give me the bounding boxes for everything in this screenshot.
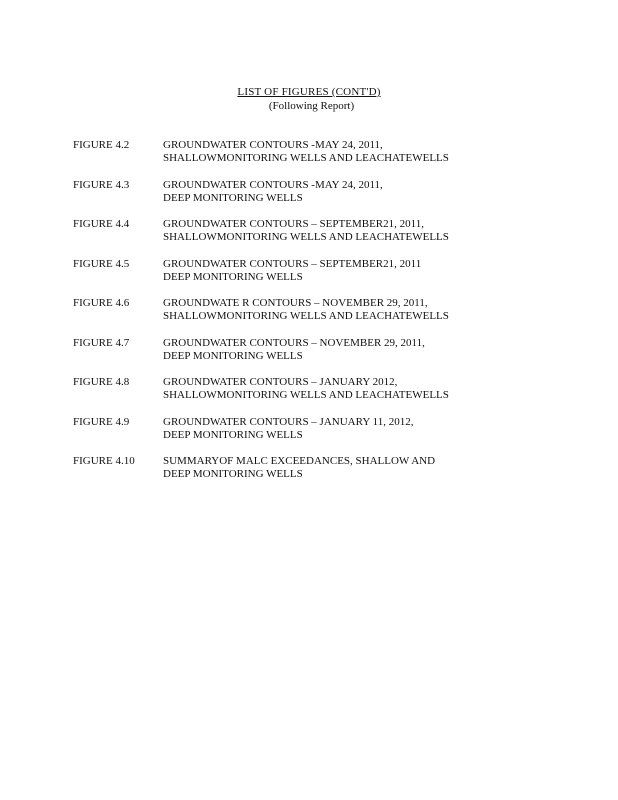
figure-number: FIGURE 4.5 xyxy=(73,257,130,270)
figure-description-line: GROUNDWATER CONTOURS – JANUARY 2012, xyxy=(163,376,398,388)
page-subtitle: (Following Report) xyxy=(268,100,355,112)
figure-description-line: SHALLOWMONITORING WELLS AND LEACHATEWELLS xyxy=(163,389,449,401)
figure-description-line: DEEP MONITORING WELLS xyxy=(163,270,303,283)
figure-entry xyxy=(73,218,573,244)
figure-description xyxy=(163,416,573,442)
figure-description xyxy=(163,139,573,165)
figure-number: FIGURE 4.3 xyxy=(73,178,130,191)
figure-entry xyxy=(73,139,573,165)
figure-description-line: GROUNDWATER CONTOURS – NOVEMBER 29, 2011, xyxy=(163,336,425,349)
figure-entry xyxy=(73,297,573,323)
figure-description-line: DEEP MONITORING WELLS xyxy=(163,468,303,480)
figure-entry xyxy=(73,258,573,284)
list-header xyxy=(0,86,618,113)
figure-number: FIGURE 4.4 xyxy=(73,218,130,230)
figure-description xyxy=(163,376,573,402)
figure-entry xyxy=(73,376,573,402)
figure-description xyxy=(163,258,573,284)
figure-entry xyxy=(73,179,573,205)
figure-description-line: GROUNDWATER CONTOURS – SEPTEMBER21, 2011 xyxy=(163,257,422,270)
figure-number: FIGURE 4.7 xyxy=(73,336,130,349)
figure-description-line: GROUNDWATE R CONTOURS – NOVEMBER 29, 2011, xyxy=(163,297,428,309)
figure-number: FIGURE 4.8 xyxy=(73,376,130,388)
figure-description-line: GROUNDWATER CONTOURS -MAY 24, 2011, xyxy=(163,139,383,151)
figure-description-line: SHALLOWMONITORING WELLS AND LEACHATEWELLS xyxy=(163,310,449,322)
figure-description xyxy=(163,218,573,244)
figure-entry xyxy=(73,416,573,442)
figure-description xyxy=(163,179,573,205)
figure-description-line: GROUNDWATER CONTOURS -MAY 24, 2011, xyxy=(163,178,383,191)
figure-number: FIGURE 4.6 xyxy=(73,297,130,309)
figure-number: FIGURE 4.10 xyxy=(73,455,135,467)
figure-description-line: GROUNDWATER CONTOURS – SEPTEMBER21, 2011, xyxy=(163,218,424,230)
figure-entry xyxy=(73,455,573,481)
figure-description xyxy=(163,455,573,481)
figure-number: FIGURE 4.9 xyxy=(73,415,130,428)
figure-description-line: DEEP MONITORING WELLS xyxy=(163,349,303,362)
figure-description xyxy=(163,297,573,323)
figure-description-line: SHALLOWMONITORING WELLS AND LEACHATEWELLS xyxy=(163,231,449,243)
figure-entry xyxy=(73,337,573,363)
figure-description-line: DEEP MONITORING WELLS xyxy=(163,191,303,204)
figure-description-line: SUMMARYOF MALC EXCEEDANCES, SHALLOW AND xyxy=(163,455,436,467)
figure-description-line: GROUNDWATER CONTOURS – JANUARY 11, 2012, xyxy=(163,415,414,428)
figure-list xyxy=(73,139,573,495)
page-title: LIST OF FIGURES (CONT'D) xyxy=(237,86,381,98)
figure-description-line: SHALLOWMONITORING WELLS AND LEACHATEWELLS xyxy=(163,152,449,164)
figure-number: FIGURE 4.2 xyxy=(73,139,130,151)
figure-description xyxy=(163,337,573,363)
figure-description-line: DEEP MONITORING WELLS xyxy=(163,428,303,441)
